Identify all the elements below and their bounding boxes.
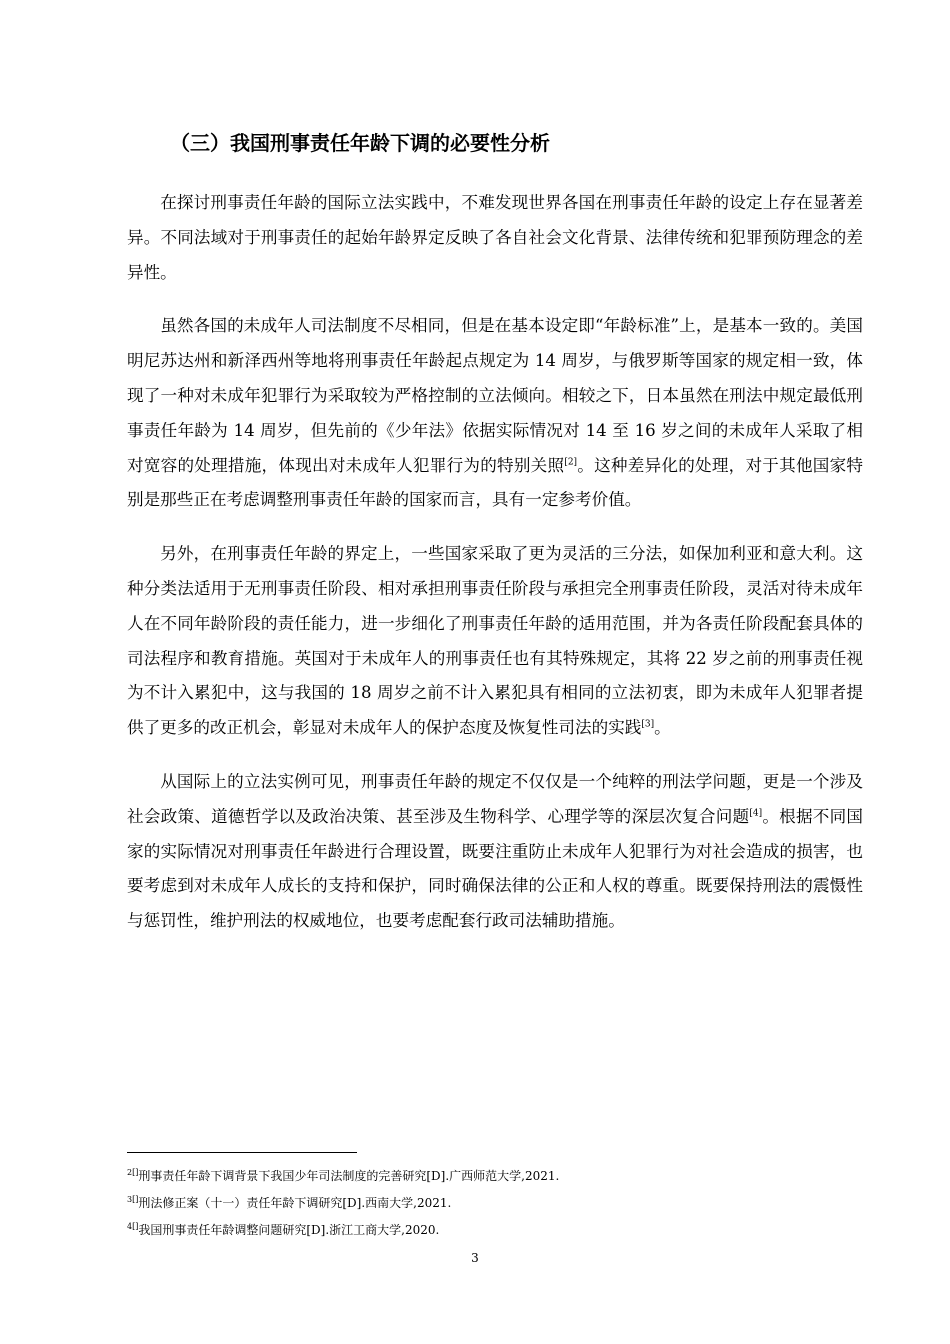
paragraph-4 <box>127 765 863 939</box>
paragraph-text: 从国际上的立法实例可见，刑事责任年龄的规定不仅仅是一个纯粹的刑法学问题，更是一个涉及社会政策、道德哲学以及政治决策、甚至涉及生物科学、心理学等的深层次复合问题 <box>127 771 863 826</box>
paragraph-text: 。 <box>654 718 671 738</box>
footnote-marker: 3[] <box>127 1195 139 1204</box>
footnote-separator <box>127 1152 357 1153</box>
footnote-2 <box>127 1163 863 1190</box>
footnotes <box>127 1163 863 1244</box>
body-text <box>127 186 863 958</box>
paragraph-text: 虽然各国的未成年人司法制度不尽相同，但是在基本设定即“年龄标准”上，是基本一致的。美国明尼苏达州和新泽西州等地将刑事责任年龄起点规定为 14 周岁，与俄罗斯等国家的规定相一致，体现了一种对未成年犯罪行为采取较为严格控制的立法倾向。相较之下，日本虽然在刑法中规定最低刑事责任年龄为 14 周岁，但先前的《少年法》依据实际情况对 14 至 16 岁之间的未成年人采取了相对宽容的处理措施，体现出对未成年人犯罪行为的特别关照 <box>127 316 863 475</box>
citation-ref-3[interactable]: [3] <box>641 719 655 730</box>
paragraph-text: 。根据不同国家的实际情况对刑事责任年龄进行合理设置，既要注重防止未成年人犯罪行为对社会造成的损害，也要考虑到对未成年人成长的支持和保护，同时确保法律的公正和人权的尊重。既要保持刑法的震慑性与惩罚性，维护刑法的权威地位，也要考虑配套行政司法辅助措施。 <box>127 806 864 931</box>
section-heading: （三）我国刑事责任年龄下调的必要性分析 <box>170 131 550 155</box>
citation-ref-4[interactable]: [4] <box>749 808 763 819</box>
paragraph-3 <box>127 537 863 746</box>
footnote-marker: 2[] <box>127 1168 139 1177</box>
paragraph-text: 。这种差异化的处理，对于其他国家特别是那些正在考虑调整刑事责任年龄的国家而言，具有一定参考价值。 <box>127 455 863 510</box>
footnote-4 <box>127 1217 863 1244</box>
footnote-marker: 4[] <box>127 1222 139 1231</box>
paragraph-text: 另外，在刑事责任年龄的界定上，一些国家采取了更为灵活的三分法，如保加利亚和意大利。这种分类法适用于无刑事责任阶段、相对承担刑事责任阶段与承担完全刑事责任阶段，灵活对待未成年人在不同年龄阶段的责任能力，进一步细化了刑事责任年龄的适用范围，并为各责任阶段配套具体的司法程序和教育措施。英国对于未成年人的刑事责任也有其特殊规定，其将 22 岁之前的刑事责任视为不计入累犯中，这与我国的 18 周岁之前不计入累犯具有相同的立法初衷，即为未成年人犯罪者提供了更多的改正机会，彰显对未成年人的保护态度及恢复性司法的实践 <box>127 544 863 738</box>
footnote-text: 我国刑事责任年龄调整问题研究[D].浙江工商大学,2020. <box>138 1223 440 1237</box>
citation-ref-2[interactable]: [2] <box>564 457 578 468</box>
footnote-text: 刑法修正案（十一）责任年龄下调研究[D].西南大学,2021. <box>138 1196 452 1210</box>
footnote-3 <box>127 1190 863 1217</box>
paragraph-text: 在探讨刑事责任年龄的国际立法实践中，不难发现世界各国在刑事责任年龄的设定上存在显著差异。不同法域对于刑事责任的起始年龄界定反映了各自社会文化背景、法律传统和犯罪预防理念的差异性。 <box>127 193 863 282</box>
paragraph-1 <box>127 186 863 290</box>
page-number: 3 <box>471 1251 479 1265</box>
paragraph-2 <box>127 309 863 518</box>
footnote-text: 刑事责任年龄下调背景下我国少年司法制度的完善研究[D].广西师范大学,2021. <box>138 1169 560 1183</box>
